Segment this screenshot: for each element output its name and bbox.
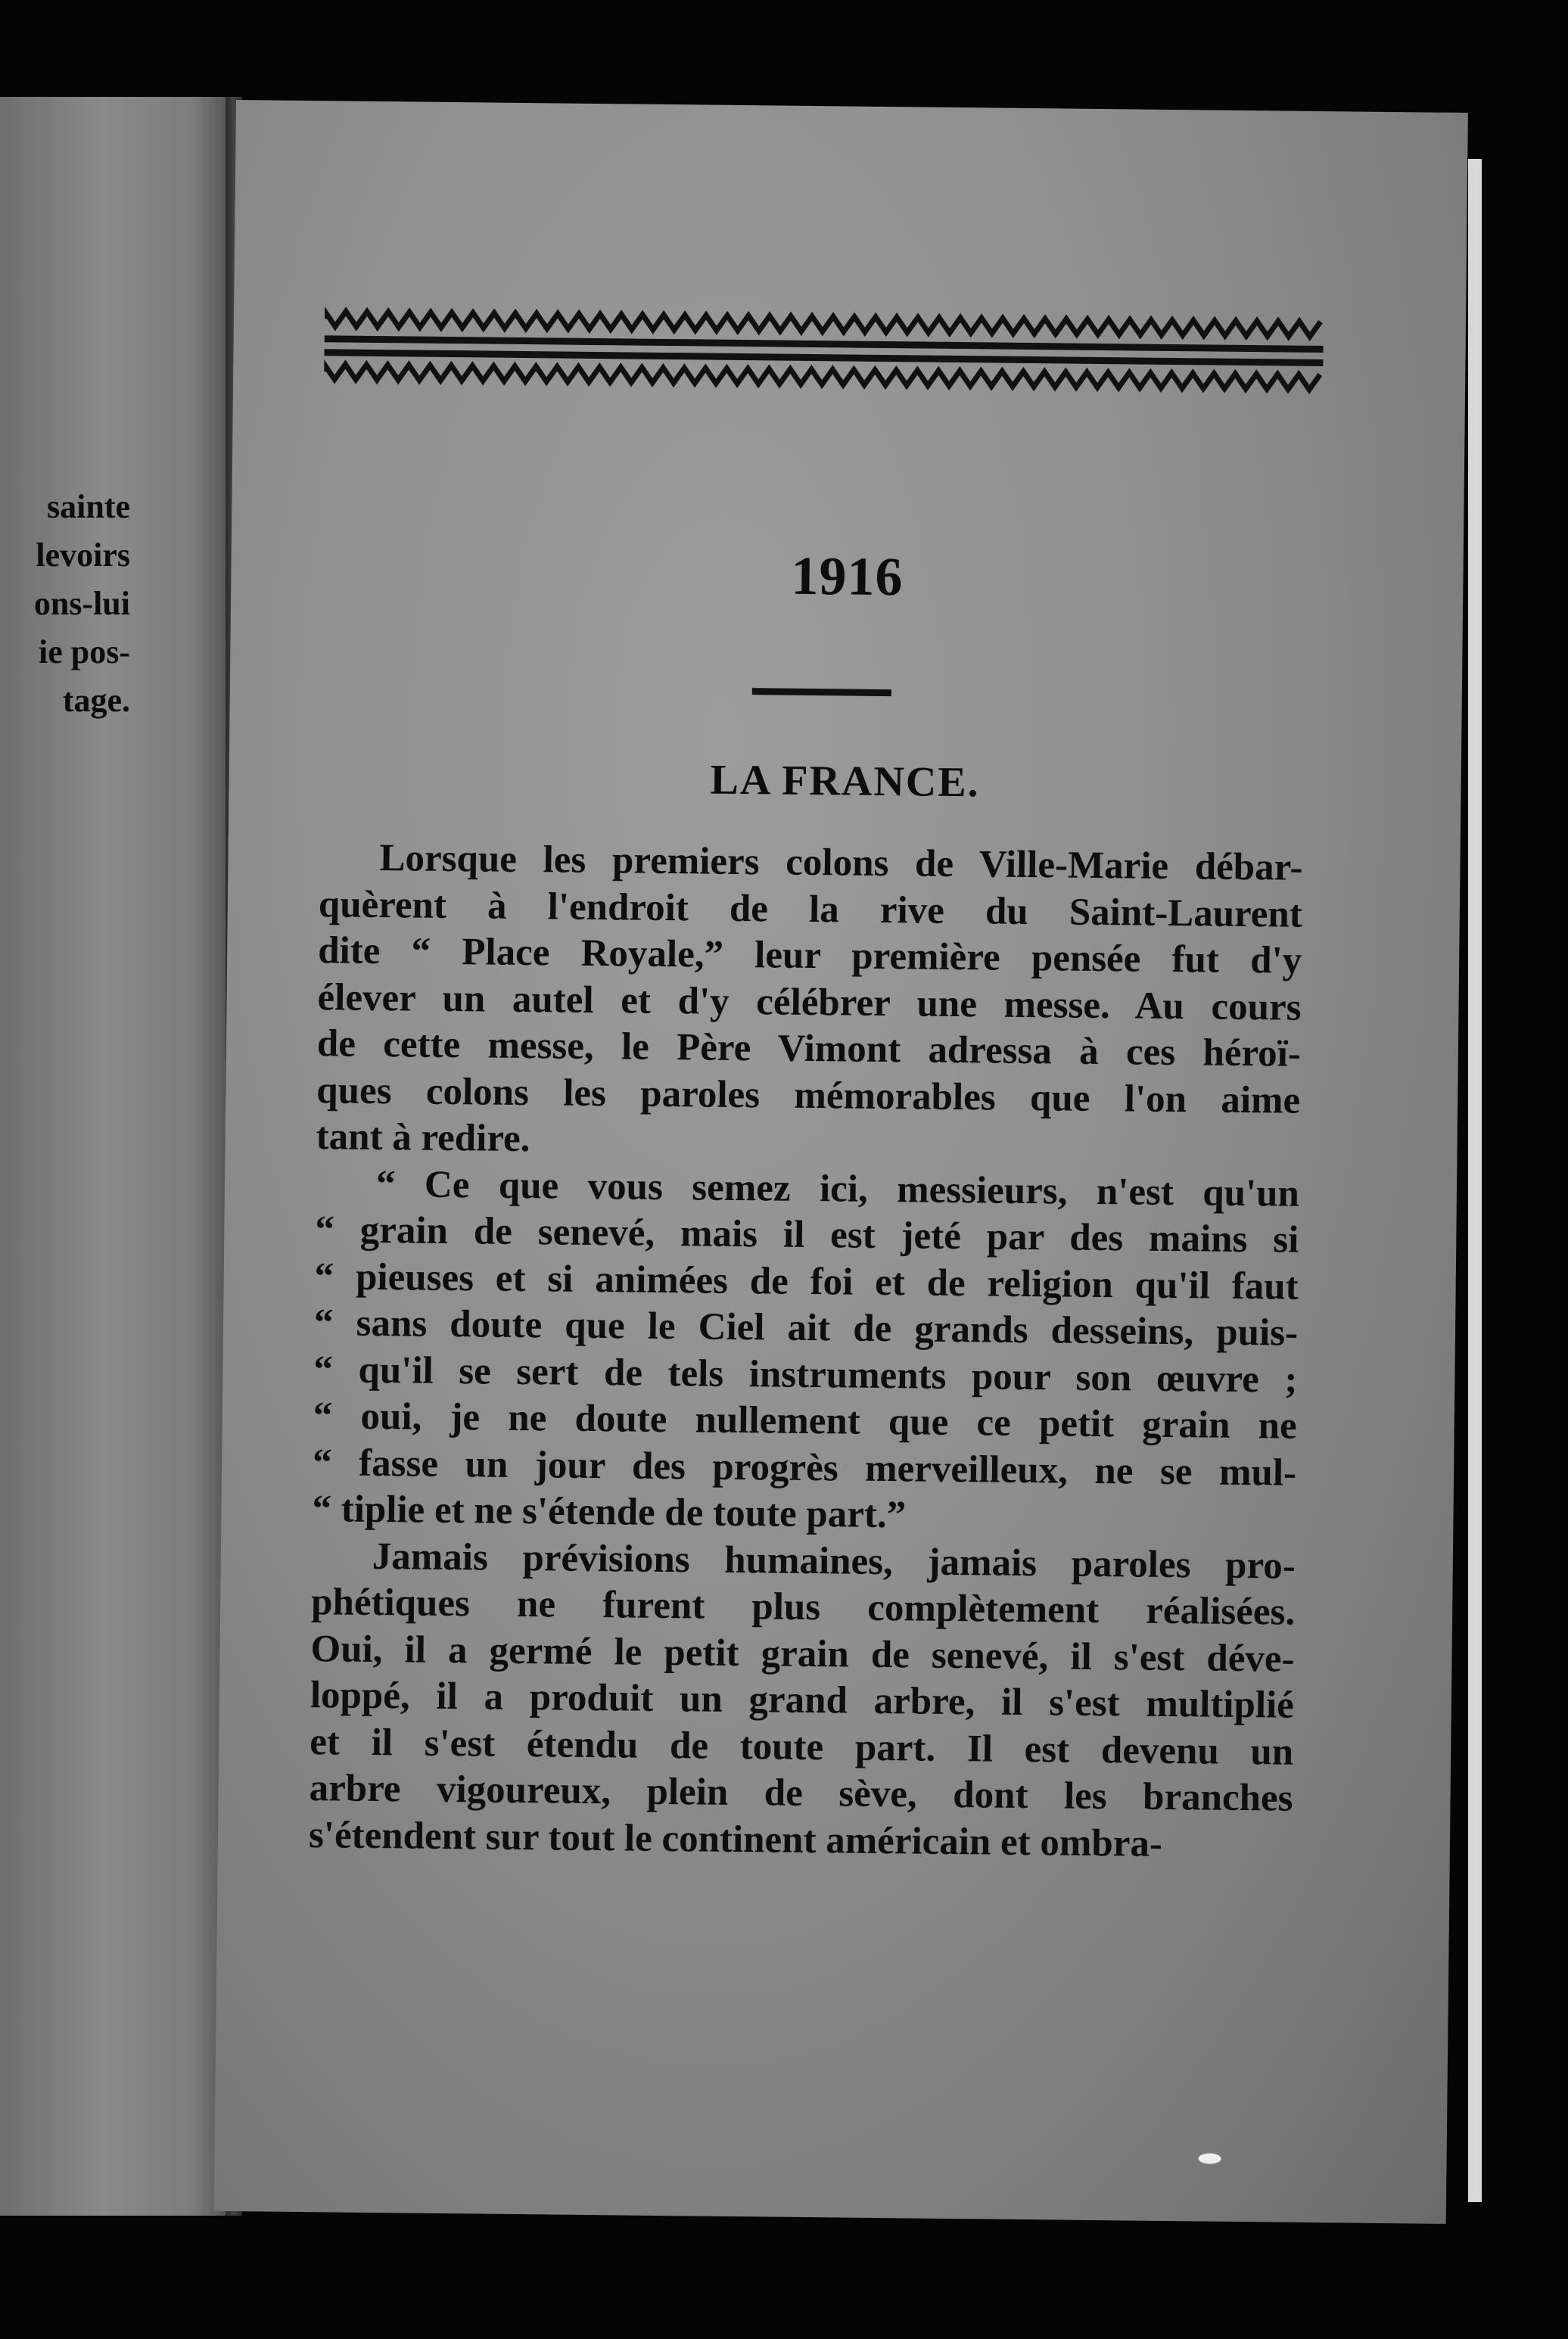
- text-line: quèrent à l'endroit de la rive du Saint-Laurent: [318, 882, 1303, 936]
- text-line: loppé, il a produit un grand arbre, il s'est multiplié: [310, 1674, 1295, 1727]
- left-page-line: tage.: [62, 682, 130, 719]
- text-line: dite “ Place Royale,” leur première pensée fut d'y: [317, 929, 1302, 982]
- left-page-line: levoirs: [36, 537, 130, 574]
- body-text: [309, 835, 1303, 1869]
- text-line: Jamais prévisions humaines, jamais paroles pro-: [372, 1535, 1296, 1588]
- text-line: “ grain de senevé, mais il est jeté par des mains si: [315, 1208, 1299, 1261]
- page-year: 1916: [791, 545, 904, 608]
- left-page-line: ie pos-: [39, 633, 130, 670]
- text-line: phétiques ne furent plus complètement réalisées.: [310, 1581, 1296, 1634]
- text-line: ques colons les paroles mémorables que l'on aime: [316, 1068, 1301, 1122]
- text-line: “ qu'il se sert de tels instruments pour son œuvre ;: [313, 1348, 1298, 1401]
- text-line: élever un autel et d'y célébrer une messe. Au cours: [317, 975, 1302, 1029]
- text-line: “ oui, je ne doute nullement que ce petit grain ne: [313, 1395, 1298, 1448]
- text-line: arbre vigoureux, plein de sève, dont les branches: [309, 1767, 1293, 1820]
- left-page-text: [0, 483, 130, 725]
- scan-blemish: [1199, 2153, 1221, 2163]
- page-edge: [1468, 159, 1482, 2202]
- text-line: tant à redire.: [316, 1115, 530, 1161]
- text-line: “ pieuses et si animées de foi et de religion qu'il faut: [314, 1255, 1299, 1308]
- text-line: Lorsque les premiers colons de Ville-Marie débar-: [379, 837, 1303, 889]
- text-line: “ sans doute que le Ciel ait de grands desseins, puis-: [313, 1302, 1299, 1355]
- separator-rule: [752, 688, 891, 696]
- text-line: s'étendent sur tout le continent américain et ombra-: [308, 1813, 1163, 1865]
- text-line: de cette messe, le Père Vimont adressa à ces héroï-: [316, 1022, 1302, 1075]
- text-line: et il s'est étendu de toute part. Il est devenu un: [309, 1720, 1294, 1774]
- right-page: [214, 100, 1468, 2224]
- left-facing-page: [0, 97, 227, 2216]
- text-line: “ Ce que vous semez ici, messieurs, n'est qu'un: [375, 1162, 1300, 1215]
- chapter-heading: LA FRANCE.: [710, 756, 980, 807]
- left-page-line: ons-lui: [33, 585, 130, 622]
- text-line: “ fasse un jour des progrès merveilleux, ne se mul-: [312, 1441, 1297, 1495]
- text-line: “ tiplie et ne s'étende de toute part.”: [312, 1488, 907, 1537]
- left-page-line: sainte: [47, 488, 130, 525]
- text-line: Oui, il a germé le petit grain de senevé, il s'est déve-: [310, 1627, 1295, 1681]
- decorative-header-ornament: [324, 305, 1324, 399]
